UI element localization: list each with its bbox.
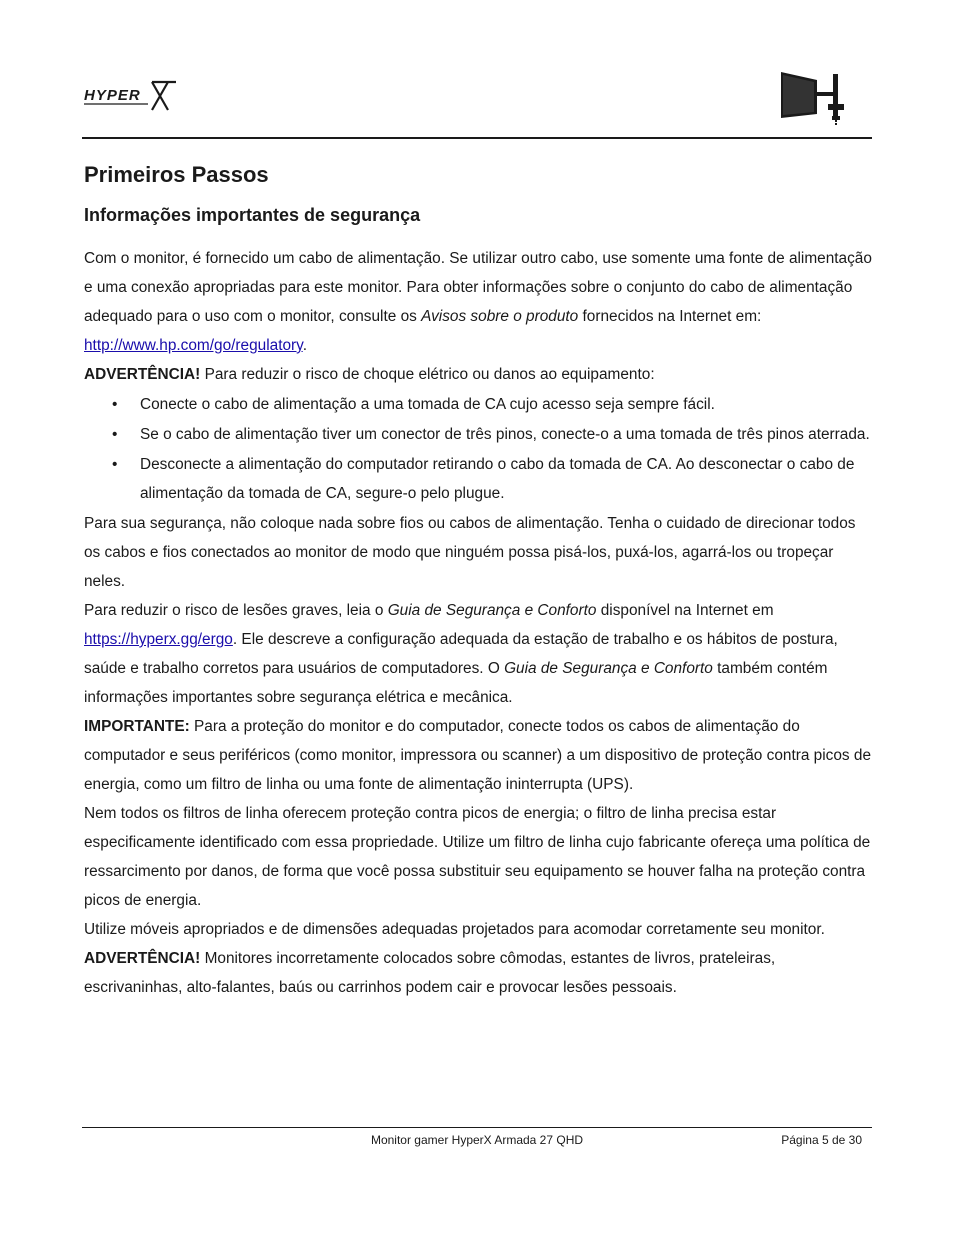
regulatory-link[interactable]: http://www.hp.com/go/regulatory	[84, 337, 303, 354]
page-header	[82, 70, 872, 138]
list-item: • Conecte o cabo de alimentação a uma tomada de CA cujo acesso seja sempre fácil.	[84, 390, 874, 419]
footer-page-number: Página 5 de 30	[781, 1133, 862, 1147]
hyperx-logo	[82, 78, 182, 114]
monitor-arm-icon	[777, 70, 852, 126]
ergo-link[interactable]: https://hyperx.gg/ergo	[84, 631, 233, 648]
footer-product-name: Monitor gamer HyperX Armada 27 QHD	[370, 1133, 584, 1147]
bullet-icon: •	[112, 426, 118, 443]
furniture-paragraph: Utilize móveis apropriados e de dimensões adequadas projetados para acomodar corretamente seu monitor.	[84, 921, 825, 938]
surge-protector-paragraph: Nem todos os filtros de linha oferecem proteção contra picos de energia; o filtro de linha precisa estar especificamente identificado com essa propriedade. Utilize um filtro de linha cujo fabricante ofereça uma política de ressarcimento por danos, de forma que você possa substituir seu equipamento se houver falha na proteção contra picos de energia.	[84, 805, 871, 909]
power-cord-paragraph: Com o monitor, é fornecido um cabo de alimentação. Se utilizar outro cabo, use somente uma fonte de alimentação e uma conexão apropriadas para este monitor. Para obter informações sobre o conjunto do cabo de alimentação adequado para o uso com o monitor, consulte os Avisos sobre o produto fornecidos na Internet em: http://www.hp.com/go/regulatory.	[84, 250, 872, 354]
footer-rule	[82, 1127, 872, 1128]
warning-furniture: ADVERTÊNCIA! Monitores incorretamente colocados sobre cômodas, estantes de livros, prateleiras, escrivaninhas, alto-falantes, baús ou carrinhos podem cair e provocar lesões pessoais.	[84, 950, 776, 996]
page-title: Primeiros Passos	[84, 162, 269, 187]
warning-label: ADVERTÊNCIA!	[84, 950, 201, 967]
bullet-icon: •	[112, 456, 118, 473]
section-title: Informações importantes de segurança	[84, 205, 421, 225]
warning-label: ADVERTÊNCIA!	[84, 366, 201, 383]
list-item: • Desconecte a alimentação do computador retirando o cabo da tomada de CA. Ao desconectar o cabo de alimentação da tomada de CA, segure-o pelo plugue.	[84, 450, 874, 508]
cables-paragraph: Para sua segurança, não coloque nada sobre fios ou cabos de alimentação. Tenha o cuidado de direcionar todos os cabos e fios conectados ao monitor de modo que ninguém possa pisá-los, puxá-los, agarrá-los ou tropeçar neles.	[84, 515, 856, 590]
safety-guide-title: Guia de Segurança e Conforto	[504, 660, 713, 677]
bullet-icon: •	[112, 396, 118, 413]
warning-shock: ADVERTÊNCIA! Para reduzir o risco de choque elétrico ou danos ao equipamento:	[84, 366, 655, 383]
page-content	[84, 158, 874, 1002]
header-rule	[82, 137, 872, 139]
important-label: IMPORTANTE:	[84, 718, 190, 735]
svg-text:HYPER: HYPER	[84, 87, 141, 104]
safety-guide-title: Guia de Segurança e Conforto	[387, 602, 597, 619]
ergonomics-paragraph: Para reduzir o risco de lesões graves, leia o Guia de Segurança e Conforto disponível na Internet em https://hyperx.gg/ergo. Ele descreve a configuração adequada da estação de trabalho e os hábitos de postura, saúde e trabalho corretos para usuários de computadores. O Guia de Segurança e Conforto também contém informações importantes sobre segurança elétrica e mecânica.	[84, 602, 838, 706]
important-surge-paragraph: IMPORTANTE: Para a proteção do monitor e do computador, conecte todos os cabos de alimentação do computador e seus periféricos (como monitor, impressora ou scanner) a um dispositivo de proteção contra picos de energia, como um filtro de linha ou uma fonte de alimentação ininterrupta (UPS).	[84, 718, 872, 793]
product-notices-title: Avisos sobre o produto	[421, 308, 579, 325]
list-item: • Se o cabo de alimentação tiver um conector de três pinos, conecte-o a uma tomada de três pinos aterrada.	[84, 420, 874, 449]
safety-bullet-list	[84, 390, 874, 508]
